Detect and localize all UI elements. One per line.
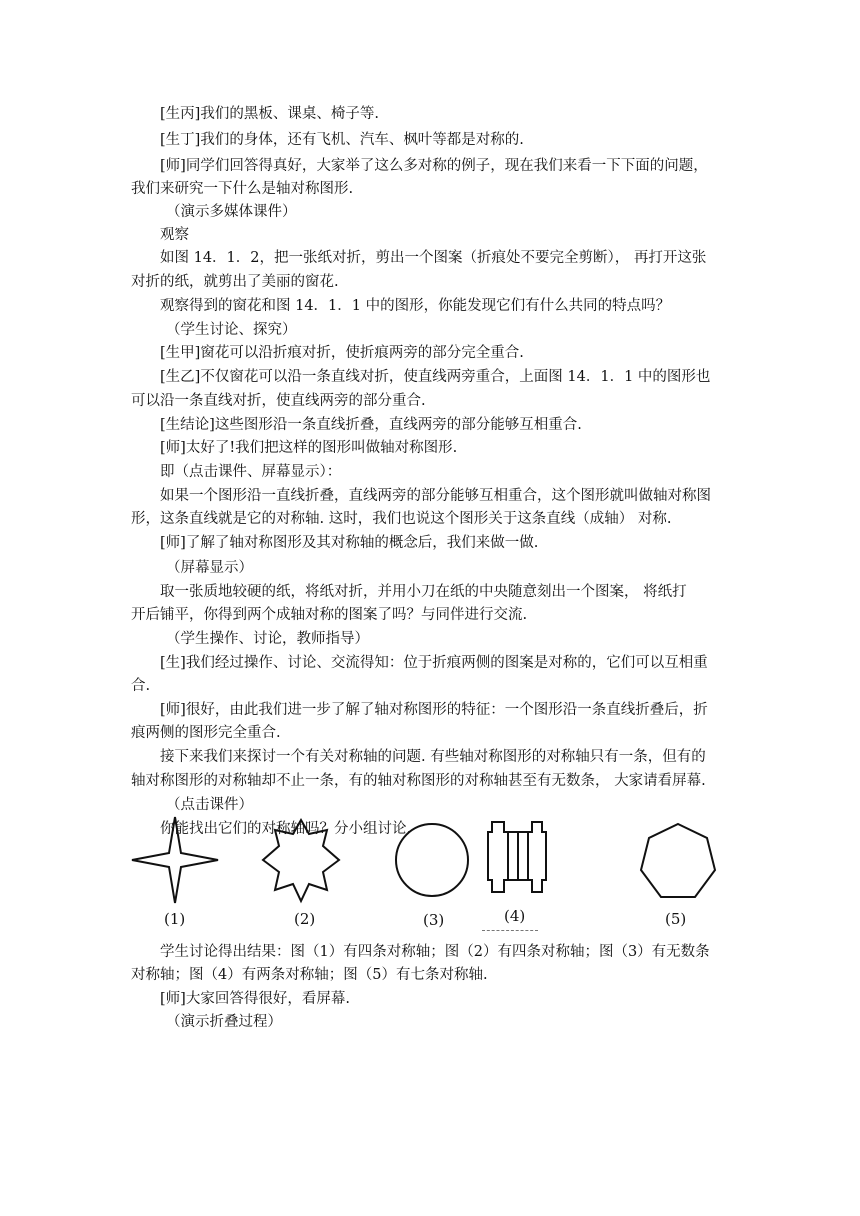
figure-5-heptagon bbox=[638, 822, 718, 902]
paragraph-line: [生乙]不仅窗花可以沿一条直线对折，使直线两旁重合，上面图 14．1．1 中的图形也 bbox=[160, 369, 711, 385]
paragraph-line: （点击课件） bbox=[166, 797, 253, 813]
paragraph-line: 即（点击课件、屏幕显示）： bbox=[160, 464, 342, 480]
paragraph-line: 痕两侧的图形完全重合. bbox=[131, 725, 281, 741]
paragraph-line: 你能找出它们的对称轴吗？分小组讨论. bbox=[160, 821, 412, 837]
paragraph-line: [师]了解了轴对称图形及其对称轴的概念后，我们来做一做. bbox=[160, 535, 539, 551]
figure-caption: (3) bbox=[423, 911, 445, 929]
paragraph-line: 如图 14．1．2，把一张纸对折，剪出一个图案（折痕处不要完全剪断）， 再打开这张 bbox=[160, 250, 707, 266]
paragraph-line: [师]太好了!我们把这样的图形叫做轴对称图形. bbox=[160, 440, 458, 456]
paragraph-line: [生结论]这些图形沿一条直线折叠，直线两旁的部分能够互相重合. bbox=[160, 417, 582, 433]
paragraph-line: [生丙]我们的黑板、课桌、椅子等. bbox=[160, 106, 379, 122]
figure-caption: (2) bbox=[294, 910, 316, 928]
paragraph-line: 观察 bbox=[160, 227, 189, 243]
paragraph-line: 对折的纸，就剪出了美丽的窗花. bbox=[131, 274, 339, 290]
paragraph-line: （屏幕显示） bbox=[166, 560, 253, 576]
paragraph-line: 我们来研究一下什么是轴对称图形. bbox=[131, 181, 354, 197]
paragraph-line: [师]很好，由此我们进一步了解了轴对称图形的特征：一个图形沿一条直线折叠后，折 bbox=[160, 702, 708, 718]
figure-caption: (1) bbox=[164, 910, 186, 928]
figure-caption: (4) bbox=[504, 907, 526, 925]
paragraph-line: [生甲]窗花可以沿折痕对折，使折痕两旁的部分完全重合. bbox=[160, 345, 524, 361]
paragraph-line: 形，这条直线就是它的对称轴. 这时，我们也说这个图形关于这条直线（成轴） 对称. bbox=[131, 511, 672, 527]
paragraph-line: [生丁]我们的身体，还有飞机、汽车、枫叶等都是对称的. bbox=[160, 132, 524, 148]
paragraph-line: （学生操作、讨论，教师指导） bbox=[166, 631, 369, 647]
paragraph-line: [生]我们经过操作、讨论、交流得知：位于折痕两侧的图案是对称的，它们可以互相重 bbox=[160, 655, 708, 671]
paragraph-line: 观察得到的窗花和图 14．1．1 中的图形，你能发现它们有什么共同的特点吗？ bbox=[160, 298, 671, 314]
paragraph-line: 取一张质地较硬的纸，将纸对折，并用小刀在纸的中央随意刻出一个图案， 将纸打 bbox=[160, 584, 687, 600]
figure-1-four-point-star bbox=[130, 815, 220, 905]
figure-caption: (5) bbox=[665, 910, 687, 928]
caption-underline bbox=[482, 930, 538, 931]
paragraph-line: 对称轴；图（4）有两条对称轴；图（5）有七条对称轴. bbox=[131, 967, 488, 983]
paragraph-line: [师]同学们回答得真好，大家举了这么多对称的例子，现在我们来看一下下面的问题， bbox=[160, 158, 708, 174]
figure-2-eight-point-star bbox=[261, 818, 341, 903]
paragraph-line: [师]大家回答得很好，看屏幕. bbox=[160, 991, 350, 1007]
paragraph-line: 轴对称图形的对称轴却不止一条，有的轴对称图形的对称轴甚至有无数条， 大家请看屏幕. bbox=[131, 773, 706, 789]
figure-4-stepped-shape bbox=[484, 818, 554, 896]
paragraph-line: 开后铺平，你得到两个成轴对称的图案了吗？与同伴进行交流. bbox=[131, 607, 528, 623]
paragraph-line: 接下来我们来探讨一个有关对称轴的问题. 有些轴对称图形的对称轴只有一条，但有的 bbox=[160, 749, 706, 765]
paragraph-line: 可以沿一条直线对折，使直线两旁的部分重合. bbox=[131, 393, 426, 409]
paragraph-line: （学生讨论、探究） bbox=[166, 322, 297, 338]
paragraph-line: 如果一个图形沿一直线折叠，直线两旁的部分能够互相重合，这个图形就叫做轴对称图 bbox=[160, 488, 711, 504]
figure-3-circle bbox=[394, 822, 470, 898]
paragraph-line: 合. bbox=[131, 678, 151, 694]
paragraph-line: （演示多媒体课件） bbox=[166, 204, 297, 220]
paragraph-line: （演示折叠过程） bbox=[166, 1014, 282, 1030]
paragraph-line: 学生讨论得出结果：图（1）有四条对称轴；图（2）有四条对称轴；图（3）有无数条 bbox=[160, 944, 710, 960]
